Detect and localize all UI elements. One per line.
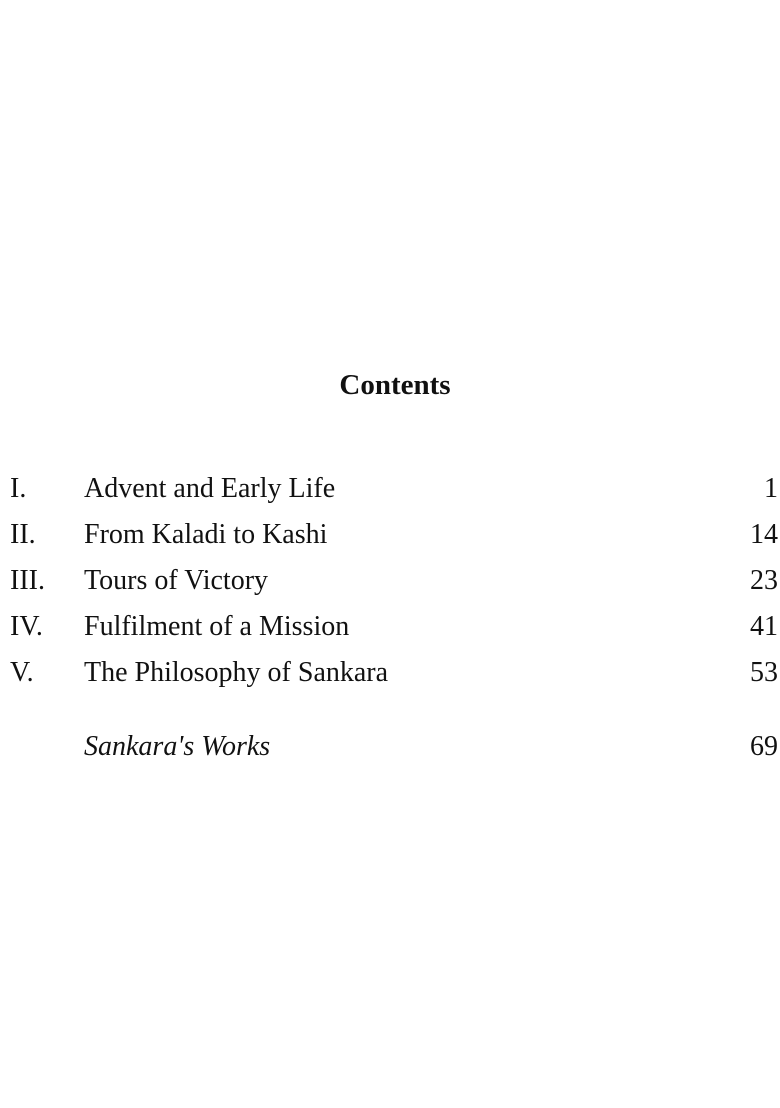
page-number: 69	[750, 731, 778, 762]
chapter-numeral: IV.	[10, 611, 43, 642]
chapter-numeral: II.	[10, 519, 36, 550]
page-number: 23	[750, 565, 778, 596]
toc-entry	[0, 607, 780, 647]
toc-entry-appendix	[0, 727, 780, 767]
toc-entry	[0, 469, 780, 509]
chapter-numeral: I.	[10, 473, 27, 504]
page-number: 53	[750, 657, 778, 688]
toc-entry	[0, 653, 780, 693]
chapter-title: Advent and Early Life	[84, 473, 336, 504]
chapter-numeral: III.	[10, 565, 45, 596]
page-number: 41	[750, 611, 778, 642]
chapter-title: The Philosophy of Sankara	[84, 657, 389, 688]
page-number: 14	[750, 519, 778, 550]
page-number: 1	[764, 473, 778, 504]
appendix-title: Sankara's Works	[84, 731, 271, 762]
chapter-numeral: V.	[10, 657, 34, 688]
toc-entry	[0, 515, 780, 555]
chapter-title: Fulfilment of a Mission	[84, 611, 350, 642]
chapter-title: From Kaladi to Kashi	[84, 519, 328, 550]
toc-entry	[0, 561, 780, 601]
page-title: Contents	[339, 369, 451, 401]
chapter-title: Tours of Victory	[84, 565, 269, 596]
